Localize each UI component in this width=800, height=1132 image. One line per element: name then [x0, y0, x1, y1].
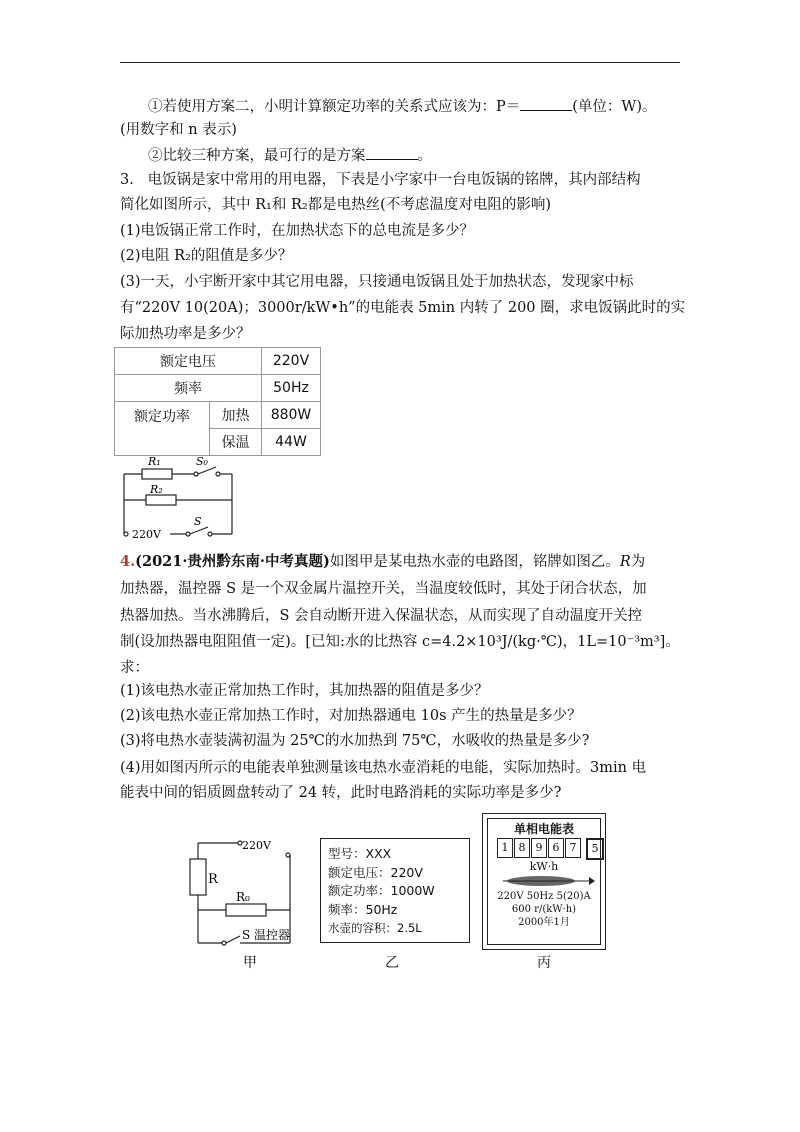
- nameplate-line: 额定电压：220V: [328, 864, 423, 880]
- jia-voltage: 220V: [242, 839, 271, 852]
- plan-q2-end: 。: [417, 148, 432, 164]
- table-cell: 频率: [115, 375, 262, 402]
- table-cell: 加热: [209, 402, 261, 429]
- q4-part1: (1)该电热水壶正常加热工作时，其加热器的阻值是多少？: [120, 683, 489, 699]
- q4-line3: 热器加热。当水沸腾后，S 会自动断开进入保温状态，从而实现了自动温度开关控: [120, 608, 643, 624]
- kettle-circuit-jia: [180, 835, 305, 970]
- table-cell: 44W: [262, 429, 321, 456]
- voltage-label: 220V: [132, 528, 161, 541]
- meter-date: 2000年1月: [518, 917, 570, 928]
- switch-label: S: [194, 515, 202, 528]
- q4-line1: [120, 552, 695, 572]
- table-cell: 220V: [262, 348, 321, 375]
- energy-meter-bing: [482, 813, 606, 950]
- table-cell: 保温: [209, 429, 261, 456]
- q4-line2: 加热器，温控器 S 是一个双金属片温控开关，当温度较低时，其处于闭合状态，加: [120, 581, 647, 597]
- q3-stem-1: 电饭锅是家中常用的用电器，下表是小字家中一台电饭锅的铭牌，其内部结构: [147, 172, 641, 188]
- nameplate-line: 频率：50Hz: [328, 901, 398, 917]
- q4-part4a: (4)用如图丙所示的电能表单独测量该电热水壶消耗的电能，实际加热时。3min 电: [120, 760, 647, 776]
- table-row: [115, 402, 321, 429]
- meter-digits: [497, 838, 605, 860]
- nameplate-line: 型号：XXX: [328, 846, 392, 861]
- q3-part3a: (3)一天，小宇断开家中其它用电器，只接通电饭锅且处于加热状态，发现家中标: [120, 274, 634, 290]
- meter-digit: 8: [514, 838, 530, 858]
- q4-part2: (2)该电热水壶正常加热工作时，对加热器通电 10s 产生的热量是多少？: [120, 708, 582, 724]
- plan-q1-note: (用数字和 n 表示): [120, 122, 237, 138]
- q3-part2: (2)电阻 R₂的阻值是多少？: [120, 248, 293, 264]
- rice-cooker-spec-table: [114, 347, 321, 456]
- table-row: [115, 375, 321, 402]
- r2-label: R₂: [150, 483, 163, 496]
- s0-label: S₀: [196, 455, 208, 468]
- meter-disc: [499, 874, 595, 888]
- table-cell: 50Hz: [262, 375, 321, 402]
- caption-yi: 乙: [385, 955, 399, 971]
- meter-digit: 7: [565, 838, 581, 858]
- q4-number: 4.: [120, 553, 136, 570]
- plan-q1-unit: (单位：W)。: [572, 99, 657, 115]
- q3-line2: 简化如图所示，其中 R₁和 R₂都是电热丝(不考虑温度对电阻的影响): [120, 197, 551, 213]
- r1-label: R₁: [148, 455, 161, 468]
- table-cell: 880W: [262, 402, 321, 429]
- plan-q2-line: [148, 145, 723, 166]
- jia-switch-label: S 温控器: [242, 928, 291, 942]
- meter-spec-line: 220V 50Hz 5(20)A: [497, 891, 591, 902]
- q3-line1: [120, 170, 695, 190]
- meter-digit: 6: [548, 838, 564, 858]
- nameplate-line: 额定功率：1000W: [328, 883, 435, 898]
- caption-bing: 丙: [537, 955, 551, 971]
- meter-digit: 1: [497, 838, 513, 858]
- table-cell: 额定电压: [115, 348, 262, 375]
- meter-spec-line: 600 r/(kW·h): [511, 904, 577, 915]
- meter-unit: kW·h: [529, 860, 559, 873]
- plan-q1-text: ①若使用方案二，小明计算额定功率的关系式应该为：P＝: [148, 99, 521, 115]
- meter-digit-decimal: 5: [586, 838, 604, 860]
- q3-number: 3.: [120, 172, 134, 188]
- caption-jia: 甲: [243, 955, 257, 970]
- answer-blank[interactable]: [366, 145, 418, 160]
- answer-blank[interactable]: [520, 96, 572, 111]
- q3-part1: (1)电饭锅正常工作时，在加热状态下的总电流是多少？: [120, 223, 475, 239]
- q4-line4: 制(设加热器电阻阻值一定)。[已知:水的比热容 c=4.2×10³J/(kg·℃)，1L=10⁻³m³]。: [120, 634, 680, 650]
- header-rule: [120, 62, 680, 63]
- table-cell: 额定功率: [115, 402, 210, 456]
- q4-source: (2021·贵州黔东南·中考真题): [135, 553, 330, 570]
- nameplate-line: 水壶的容积：2.5L: [328, 921, 422, 935]
- meter-digit: 9: [531, 838, 547, 858]
- q4-line5: 求：: [120, 660, 149, 676]
- q4-part3: (3)将电热水壶装满初温为 25℃的水加热到 75℃，水吸收的热量是多少?: [120, 733, 590, 749]
- kettle-nameplate-yi: [320, 838, 470, 943]
- jia-r-label: R: [208, 872, 218, 887]
- q3-part3c: 际加热功率是多少？: [120, 326, 251, 342]
- rice-cooker-circuit: [110, 452, 245, 544]
- q4-stem-1: 如图甲是某电热水壶的电路图，铭牌如图乙。: [329, 554, 620, 570]
- jia-r0-label: R₀: [236, 890, 250, 904]
- q4-stem-1-end: 为: [630, 554, 646, 570]
- meter-title: 单相电能表: [513, 822, 574, 836]
- q4-part4b: 能表中间的铝质圆盘转动了 24 转，此时电路消耗的实际功率是多少?: [120, 785, 562, 801]
- q3-part3b: 有“220V 10(20A)；3000r/kW•h”的电能表 5min 内转了 200 圈，求电饭锅此时的实: [120, 300, 686, 316]
- q4-r-symbol: R: [619, 554, 631, 570]
- table-row: [115, 348, 321, 375]
- plan-q2-text: ②比较三种方案，最可行的是方案: [148, 148, 366, 164]
- meter-spec: [483, 890, 605, 929]
- plan-q1-line: [148, 96, 723, 117]
